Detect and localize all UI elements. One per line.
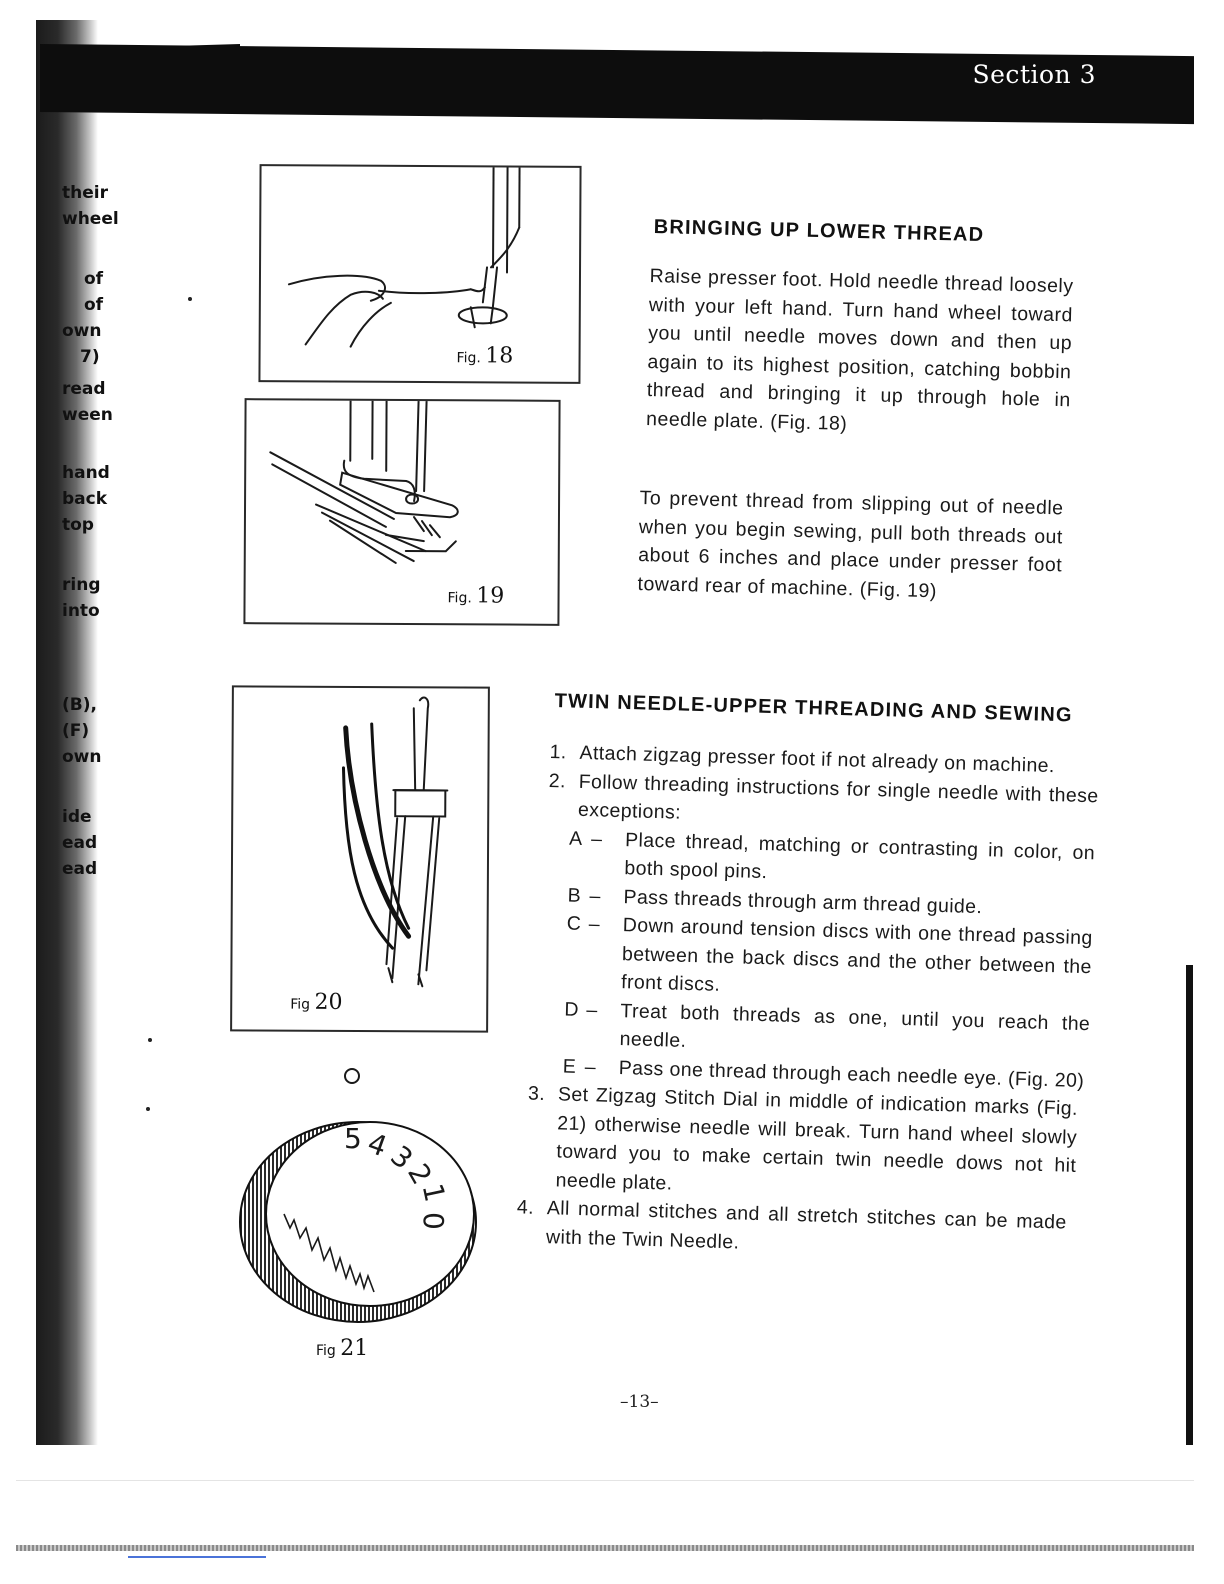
- list-item-text: Attach zigzag presser foot if not already on machine.: [579, 741, 1056, 778]
- sub-item-letter: B: [567, 884, 582, 907]
- figure-18: [258, 164, 581, 384]
- binding-fragment: (B),: [62, 695, 97, 715]
- binding-fragment: ween: [62, 405, 113, 425]
- binding-fragment: 7): [80, 347, 100, 367]
- binding-fragment: own: [62, 321, 102, 341]
- list-item-text: Set Zigzag Stitch Dial in middle of indication marks (Fig. 21) otherwise needle will break. Turn hand wheel slowly toward you to make certain twin needle dows not hit needle plate.: [555, 1083, 1079, 1195]
- margin-dot: [188, 297, 192, 301]
- sub-item-text: Treat both threads as one, until you reach the needle.: [619, 999, 1091, 1052]
- figure-caption-prefix: Fig: [316, 1343, 336, 1359]
- sub-list: [562, 824, 1107, 1095]
- page-edge-shadow: [1186, 965, 1193, 1445]
- figure-caption-prefix: Fig.: [456, 350, 481, 367]
- figure-19-caption: [447, 583, 504, 608]
- figure-20-caption: [290, 990, 342, 1015]
- binding-fragment: hand: [62, 463, 110, 483]
- section-heading-lower-thread: BRINGING UP LOWER THREAD: [653, 216, 985, 247]
- figure-caption-number: 18: [485, 343, 514, 369]
- twin-needle-illustration: [232, 687, 488, 1030]
- list-item-number: 2.: [548, 769, 567, 792]
- page-bottom-rule: [16, 1480, 1194, 1481]
- binding-fragment: their: [62, 183, 108, 203]
- figure-20: [230, 685, 490, 1032]
- margin-dot: [146, 1107, 150, 1111]
- paragraph-lower-thread-1: Raise presser foot. Hold needle thread loosely with your left hand. Turn hand wheel toward you until needle moves down and then up again to its highest position, catching bobbin thread and bringing it up through hole in needle plate. (Fig. 18): [645, 264, 1074, 435]
- dial-number: 1: [415, 1180, 452, 1205]
- sub-item-letter: D: [564, 998, 580, 1021]
- sub-item-text: Down around tension discs with one thread passing between the back discs and the other between the front discs.: [620, 914, 1093, 996]
- binding-fragment: ide: [62, 807, 92, 827]
- figure-19: [243, 398, 560, 626]
- binding-fragment: own: [62, 747, 102, 767]
- figure-21-caption: [316, 1336, 368, 1361]
- list-item-number: 4.: [516, 1196, 535, 1219]
- binding-fragment: of: [84, 295, 104, 315]
- sub-item-dash: –: [590, 827, 603, 850]
- margin-dot: [148, 1038, 152, 1042]
- list-item-text: Follow threading instructions for single needle with these exceptions:: [577, 770, 1099, 824]
- sub-item-letter: C: [566, 912, 582, 935]
- presser-foot-illustration: [245, 400, 558, 624]
- scan-blue-line: [128, 1556, 266, 1558]
- page-number: –13–: [620, 1392, 659, 1412]
- binding-fragment: ring: [62, 575, 101, 595]
- figure-caption-prefix: Fig: [290, 996, 311, 1013]
- dial-number: 2: [401, 1158, 439, 1191]
- sub-item-dash: –: [584, 1055, 597, 1078]
- figure-caption-prefix: Fig.: [447, 590, 472, 607]
- binding-fragment: ead: [62, 859, 98, 879]
- dial-number: 0: [417, 1212, 450, 1230]
- sub-item-letter: E: [562, 1054, 577, 1078]
- binding-fragment: wheel: [62, 209, 119, 229]
- sub-item-text: Pass threads through arm thread guide.: [623, 885, 983, 918]
- twin-needle-list: [516, 738, 1110, 1266]
- dial-number: 5: [344, 1122, 362, 1155]
- dial-indicator-mark: [345, 1069, 359, 1083]
- binding-fragment: top: [62, 515, 94, 535]
- sub-item-letter: A: [568, 827, 583, 850]
- binding-fragment: ead: [62, 833, 98, 853]
- binding-fragment: back: [62, 489, 108, 509]
- dial-number: 4: [363, 1126, 392, 1164]
- sub-item-dash: –: [589, 884, 602, 907]
- scan-bottom-strip: [16, 1545, 1194, 1551]
- binding-fragment: read: [62, 379, 106, 399]
- sub-item-dash: –: [588, 913, 601, 936]
- sub-list-item: [565, 910, 1105, 1010]
- list-item-number: 3.: [527, 1082, 546, 1105]
- binding-fragment: into: [62, 601, 100, 621]
- section-heading-twin-needle: TWIN NEEDLE-UPPER THREADING AND SEWING: [554, 690, 1074, 727]
- figure-21-dial: [228, 1062, 488, 1332]
- list-item-number: 1.: [549, 740, 567, 764]
- binding-fragment: (F): [62, 721, 90, 741]
- figure-caption-number: 21: [340, 1336, 369, 1361]
- sub-item-text: Place thread, matching or contrasting in color, on both spool pins.: [624, 828, 1096, 884]
- section-label: Section 3: [972, 60, 1096, 89]
- sub-item-text: Pass one thread through each needle eye. (Fig. 20): [618, 1056, 1085, 1092]
- paragraph-lower-thread-2: To prevent thread from slipping out of needle when you begin sewing, pull both threads out about 6 inches and place under presser foot toward rear of machine. (Fig. 19): [637, 486, 1064, 602]
- list-item: [525, 1080, 1100, 1210]
- sub-item-dash: –: [586, 998, 598, 1021]
- figure-caption-number: 19: [476, 583, 505, 609]
- figure-18-caption: [457, 343, 514, 368]
- figure-caption-number: 20: [314, 989, 343, 1015]
- binding-fragment: of: [84, 269, 104, 289]
- list-item-text: All normal stitches and all stretch stitches can be made with the Twin Needle.: [545, 1197, 1067, 1253]
- dial-number: 3: [384, 1139, 420, 1176]
- hand-holding-thread-illustration: [260, 166, 579, 382]
